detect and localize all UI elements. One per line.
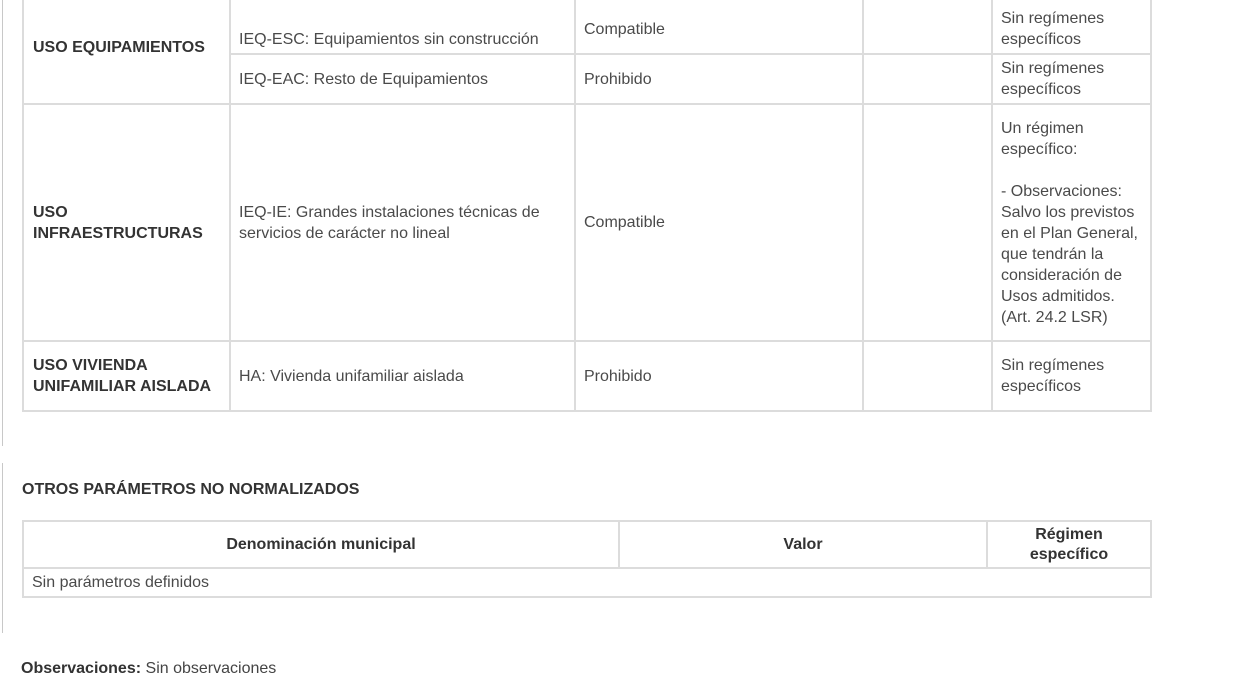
table-header-row (23, 521, 1151, 568)
use-group-label: USO INFRAESTRUCTURAS (23, 104, 230, 341)
column-header-regimen: Régimen específico (987, 521, 1151, 568)
use-value-cell (863, 0, 992, 54)
use-status-cell: Prohibido (575, 341, 863, 411)
use-code-cell: IEQ-IE: Grandes instalaciones técnicas de servicios de carácter no lineal (230, 104, 575, 341)
uses-table (22, 0, 1152, 412)
observaciones-value: Sin observaciones (145, 660, 277, 677)
table-row (23, 568, 1151, 597)
use-status-cell: Compatible (575, 0, 863, 54)
left-border-line-lower (2, 463, 3, 633)
use-value-cell (863, 104, 992, 341)
use-regime-cell: Un régimen específico: - Observaciones: Salvo los previstos en el Plan General, que tendrán la consideración de Usos admitidos. (Art. 24.2 LSR) (992, 104, 1151, 341)
section-title-otros-parametros: OTROS PARÁMETROS NO NORMALIZADOS (22, 481, 360, 498)
use-regime-cell: Sin regímenes específicos (992, 54, 1151, 104)
use-regime-cell: Sin regímenes específicos (992, 341, 1151, 411)
use-value-cell (863, 54, 992, 104)
use-code-cell: IEQ-ESC: Equipamientos sin construcción (230, 0, 575, 54)
use-regime-cell: Sin regímenes específicos (992, 0, 1151, 54)
use-code-cell: IEQ-EAC: Resto de Equipamientos (230, 54, 575, 104)
table-row (23, 341, 1151, 411)
use-group-label: USO VIVIENDA UNIFAMILIAR AISLADA (23, 341, 230, 411)
observaciones-line (21, 660, 276, 678)
table-row (23, 0, 1151, 54)
empty-params-message: Sin parámetros definidos (23, 568, 1151, 597)
column-header-valor: Valor (619, 521, 987, 568)
use-value-cell (863, 341, 992, 411)
use-status-cell: Compatible (575, 104, 863, 341)
observaciones-label: Observaciones: (21, 660, 142, 677)
use-status-cell: Prohibido (575, 54, 863, 104)
table-row (23, 104, 1151, 341)
params-table (22, 520, 1152, 598)
left-border-line-upper (2, 0, 3, 446)
use-group-label: USO EQUIPAMIENTOS (23, 0, 230, 104)
use-code-cell: HA: Vivienda unifamiliar aislada (230, 341, 575, 411)
column-header-denominacion: Denominación municipal (23, 521, 619, 568)
